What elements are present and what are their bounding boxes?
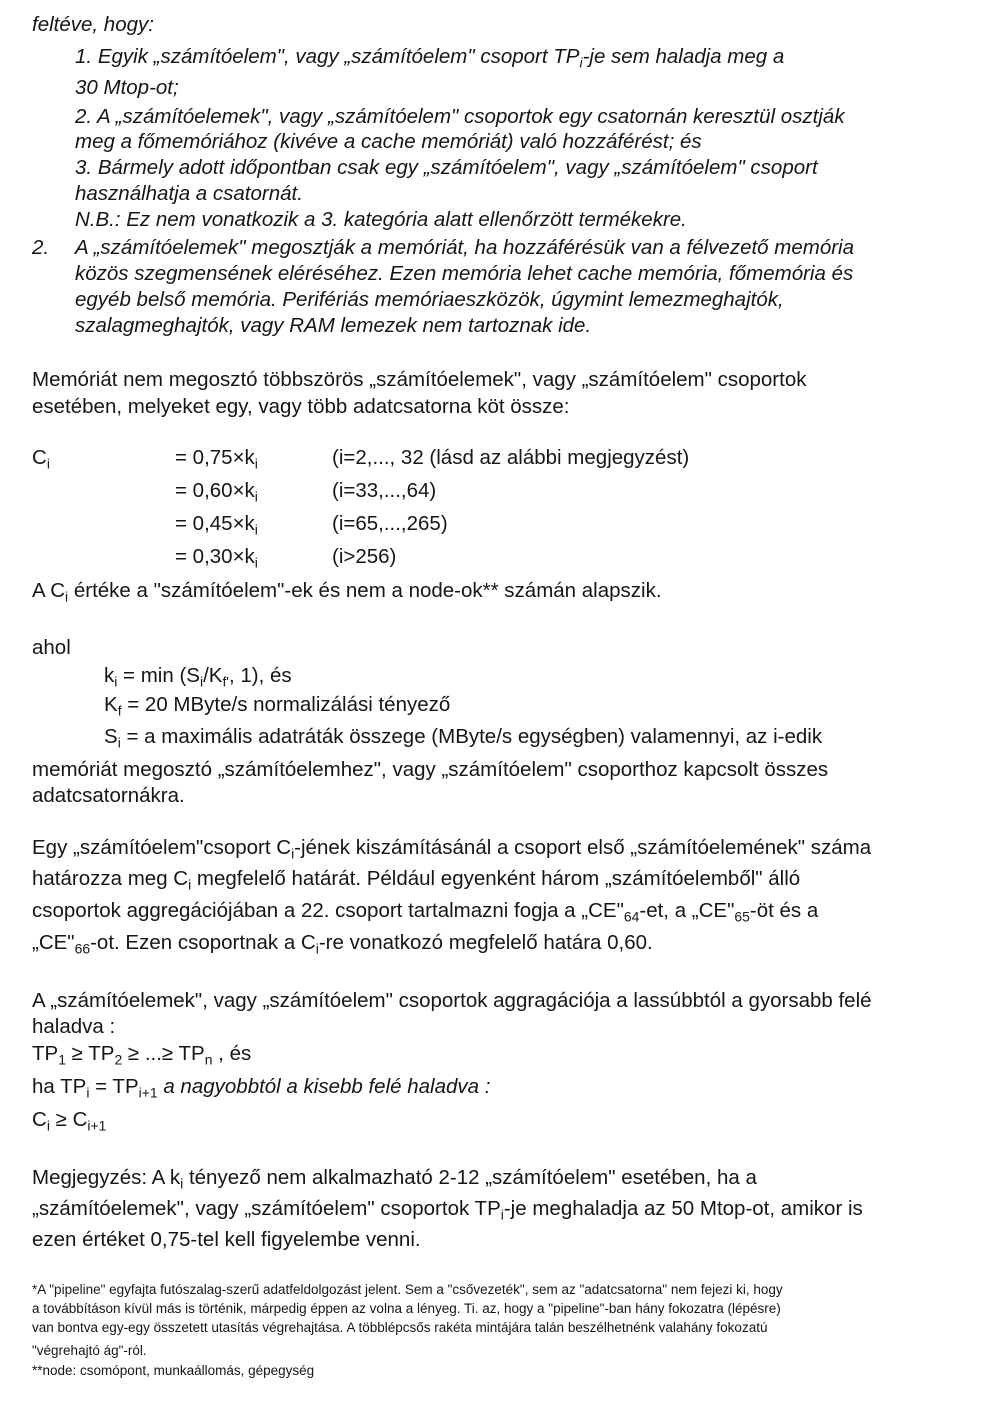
lhs-symbol: C [32,446,47,469]
text: „CE" [32,931,75,954]
text: TP [32,1042,59,1065]
list-number: 1. [75,45,93,68]
eq-value: = 0,45×k [175,512,255,535]
ahol-label: ahol [32,636,71,659]
subscript: i [86,1084,90,1101]
text: határozza meg C [32,867,189,890]
para2-line-4 [32,930,653,956]
footnote-2: **node: csomópont, munkaállomás, gépegység [32,1363,315,1378]
text: Megjegyzés: A k [32,1166,181,1189]
subscript: i [315,940,319,957]
text: -ot. Ezen csoportnak a C [90,931,316,954]
subscript: i [117,734,121,751]
subscript: 2 [114,1051,123,1068]
condition-2-line-1 [75,104,845,130]
subscript: f' [222,673,229,690]
subscript: 64 [623,908,640,925]
equation-row-3-value [175,512,258,536]
definition-s [104,724,822,750]
subscript: i [188,876,192,893]
text: ≥ TP [65,1042,115,1065]
list-text: Egyik „számítóelem", vagy „számítóelem" csoport TP [97,45,580,68]
text: a nagyobbtól a kisebb felé haladva : [157,1075,491,1098]
subscript: i [254,488,258,505]
text: = a maximális adatráták összege (MByte/s egységben) valamennyi, az i-edik [120,725,823,748]
definition-k [104,663,292,689]
eq-value: = 0,75×k [175,446,255,469]
para2-line-2 [32,866,800,892]
footnote-1-line-4: "végrehajtó ág"-ról. [32,1343,147,1358]
subscript: 66 [74,940,91,957]
text: ≥ C [49,1108,88,1131]
item-2-line-3: egyéb belső memória. Perifériás memóriaeszközök, úgymint lemezmeghajtók, [75,288,784,311]
equation-note [32,578,662,604]
text: k [104,664,115,687]
subscript: i [114,673,118,690]
item-2-line-1: A „számítóelemek" megosztják a memóriát, ha hozzáférésük van a félvezető memória [75,236,855,259]
text: S [104,725,118,748]
subscript: i [291,845,295,862]
conditions-intro: feltéve, hogy: [32,13,154,36]
subscript: i [254,455,258,472]
text: = TP [89,1075,139,1098]
condition-1-line-2: 30 Mtop-ot; [75,76,179,99]
condition-1-line-1 [75,44,784,70]
subscript: f [117,702,122,719]
condition-2-line-2: meg a főmemóriához (kivéve a cache memóriát) való hozzáférést; és [75,130,702,153]
item-2-number: 2. [32,236,50,259]
subscript: i [254,521,258,538]
footnote-1-line-3: van bontva egy-egy összetett utasítás végrehajtása. A többlépcsős rakéta mintájára talán beszélhetnénk valahány fokozatú [32,1320,768,1335]
eq-value: = 0,30×k [175,545,255,568]
definition-s-line-2: memóriát megosztó „számítóelemhez", vagy „számítóelem" csoporthoz kapcsolt összes [32,758,829,781]
text: tényező nem alkalmazható 2-12 „számítóelem" esetében, ha a [183,1166,757,1189]
note-line-2 [32,1196,863,1222]
equation-row-1-range: (i=2,..., 32 (lásd az alábbi megjegyzést) [332,446,690,469]
text: /K [203,664,223,687]
text: K [104,693,118,716]
text: -jének kiszámításánál a csoport első „számítóelemének" száma [294,836,872,859]
footnote-1-line-2: a továbbításon kívül más is történik, márpedig éppen az volna a lényeg. Ti. az, hogy a "pipeline"-ban hány fokozatra (lépésre) [32,1301,781,1316]
formula-tp-order [32,1041,251,1067]
list-text: A „számítóelemek", vagy „számítóelem" csoportok egy csatornán keresztül osztják [97,105,845,128]
text: csoportok aggregációjában a 22. csoport tartalmazni fogja a „CE" [32,899,624,922]
list-text: -je sem haladja meg a [582,45,785,68]
subscript: i [180,1175,184,1192]
text: értéke a "számítóelem"-ek és nem a node-ok** számán alapszik. [68,579,662,602]
para2-line-3 [32,898,818,924]
text: C [32,1108,47,1131]
subscript: 65 [734,908,750,925]
nb-note: N.B.: Ez nem vonatkozik a 3. kategória alatt ellenőrzött termékekre. [75,208,687,231]
subscript: i+1 [138,1084,158,1101]
subscript: n [204,1051,213,1068]
text: ≥ ...≥ TP [122,1042,205,1065]
equation-lhs [32,446,50,470]
text: , és [212,1042,252,1065]
equation-row-2-range: (i=33,...,64) [332,479,437,502]
subscript: i [199,673,204,690]
list-text: Bármely adott időpontban csak egy „számítóelem", vagy „számítóelem" csoport [97,156,818,179]
note-line-1 [32,1165,757,1191]
subscript: i [65,588,69,605]
equation-row-1-value [175,446,258,470]
equation-row-3-range: (i=65,...,265) [332,512,448,535]
subscript: i [46,1117,50,1134]
condition-3-line-1 [75,155,818,181]
subscript: i [254,554,258,571]
text: -et, a „CE" [639,899,735,922]
subscript: i+1 [87,1117,107,1134]
item-2-line-4: szalagmeghajtók, vagy RAM lemezek nem tartoznak ide. [75,314,592,337]
para1-line-2: esetében, melyeket egy, vagy több adatcsatorna köt össze: [32,395,570,418]
text: -je meghaladja az 50 Mtop-ot, amikor is [503,1197,863,1220]
equation-row-4-value [175,545,258,569]
text: A C [32,579,66,602]
subscript: i [500,1206,504,1223]
text: „számítóelemek", vagy „számítóelem" csoportok TP [32,1197,501,1220]
equation-row-4-range: (i>256) [332,545,397,568]
text: -öt és a [749,899,819,922]
formula-c-order [32,1107,106,1133]
subscript: i [579,54,583,71]
note-line-3: ezen értéket 0,75-tel kell figyelembe venni. [32,1228,421,1251]
text: , 1), és [228,664,292,687]
definition-s-line-3: adatcsatornákra. [32,784,185,807]
list-number: 3. [75,156,93,179]
text: megfelelő határát. Például egyenként három „számítóelemből" álló [191,867,801,890]
para3-line-1: A „számítóelemek", vagy „számítóelem" csoportok aggragációja a lassúbbtól a gyorsabb felé [32,989,872,1012]
item-2-line-2: közös szegmensének eléréséhez. Ezen memória lehet cache memória, főmemória és [75,262,854,285]
definition-kf [104,692,450,718]
para2-line-1 [32,835,871,861]
text: ha TP [32,1075,87,1098]
subscript: i [46,455,50,472]
para3-line-2: haladva : [32,1015,116,1038]
condition-3-line-2: használhatja a csatornát. [75,182,303,205]
equation-row-2-value [175,479,258,503]
list-number: 2. [75,105,93,128]
text: = 20 MByte/s normalizálási tényező [121,693,451,716]
eq-value: = 0,60×k [175,479,255,502]
para1-line-1: Memóriát nem megosztó többszörös „számítóelemek", vagy „számítóelem" csoportok [32,368,807,391]
text: -re vonatkozó megfelelő határa 0,60. [318,931,653,954]
footnote-1-line-1: *A "pipeline" egyfajta futószalag-szerű adatfeldolgozást jelent. Sem a "csővezeték", sem az "adatcsatorna" nem fejezi ki, hogy [32,1282,783,1297]
subscript: 1 [58,1051,66,1068]
text: Egy „számítóelem"csoport C [32,836,292,859]
text: = min (S [117,664,200,687]
formula-tp-equal [32,1074,490,1100]
